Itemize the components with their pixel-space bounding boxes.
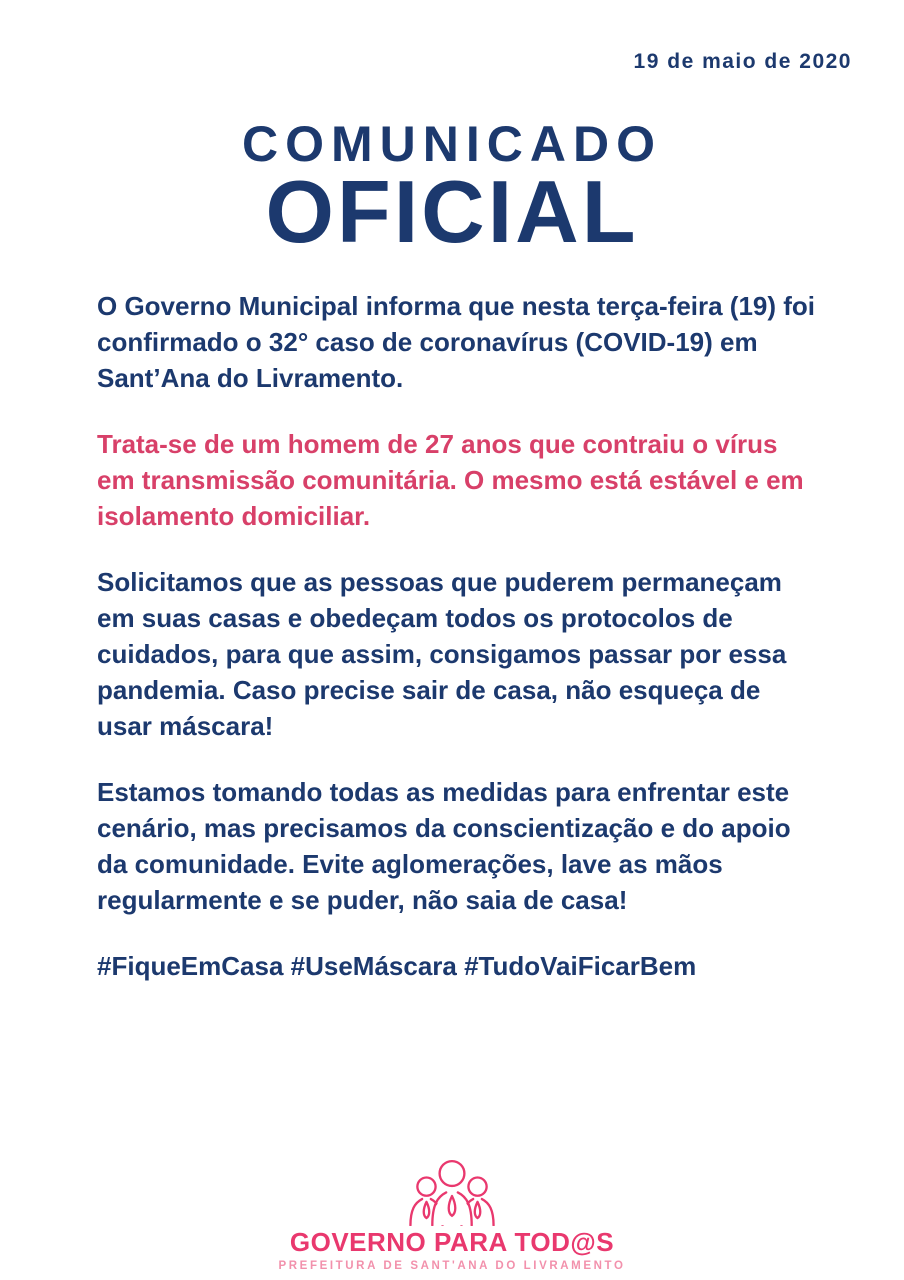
hashtags-line: #FiqueEmCasa #UseMáscara #TudoVaiFicarBem	[97, 951, 697, 981]
logo-subtitle: PREFEITURA DE SANT'ANA DO LIVRAMENTO	[278, 1260, 626, 1272]
date-text: 19 de maio de 2020	[633, 50, 852, 73]
logo-title: GOVERNO PARA TOD@S	[289, 1227, 615, 1257]
government-logo	[0, 1156, 904, 1272]
paragraph-measures: Estamos tomando todas as medidas para enfrentar este cenário, mas precisamos da conscientização e do apoio da comunidade. Evite aglomerações, lave as mãos regularmente e se puder, não saia de casa!	[97, 777, 791, 915]
paragraph-patient-details: Trata-se de um homem de 27 anos que contraiu o vírus em transmissão comunitária. O mesmo está estável e em isolamento domiciliar.	[97, 429, 804, 531]
paragraph-case-confirmation: O Governo Municipal informa que nesta terça-feira (19) foi confirmado o 32° caso de coronavírus (COVID-19) em Sant’Ana do Livramento.	[97, 291, 816, 393]
paragraph-stay-home-request: Solicitamos que as pessoas que puderem permaneçam em suas casas e obedeçam todos os protocolos de cuidados, para que assim, consigamos passar por essa pandemia. Caso precise sair de casa, não esqueça de usar máscara!	[97, 567, 787, 741]
three-people-icon	[390, 1156, 514, 1231]
title-line-oficial: OFICIAL	[265, 162, 639, 261]
page-title	[0, 116, 904, 261]
announcement-body	[97, 288, 821, 1014]
title-line-comunicado: COMUNICADO	[242, 116, 662, 172]
